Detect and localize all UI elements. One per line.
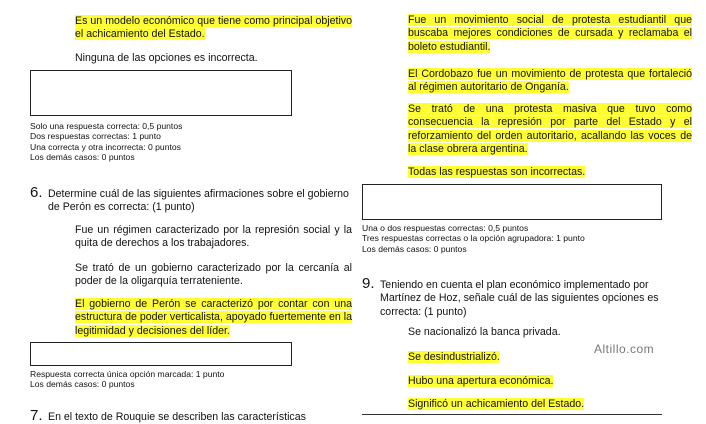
question-6-text: Determine cuál de las siguientes afirmaciones sobre el gobierno de Perón es correcta: (1 punto) bbox=[48, 188, 349, 214]
option-all-incorrect: Todas las respuestas son incorrectas. bbox=[408, 166, 586, 178]
answer-box-6[interactable] bbox=[30, 342, 292, 366]
q6-option-verticalist: El gobierno de Perón se caracterizó por contar con una estructura de poder verticalista, apoyado fuertemente en la legitimidad y decisiones del líder. bbox=[75, 298, 352, 337]
scoring-question-5: Solo una respuesta correcta: 0,5 puntos Dos respuestas correctas: 1 punto Una correcta y otra incorrecta: 0 puntos Los demás casos: 0 puntos bbox=[30, 121, 183, 162]
question-6-number: 6. bbox=[30, 184, 43, 201]
question-7-number: 7. bbox=[30, 407, 43, 424]
scoring-question-6: Respuesta correcta única opción marcada: 1 punto Los demás casos: 0 puntos bbox=[30, 369, 225, 390]
question-9-number: 9. bbox=[362, 275, 375, 292]
question-9-text: Teniendo en cuenta el plan económico implementado por Martínez de Hoz, señale cuál de las siguientes opciones es correcta: (1 punto) bbox=[380, 279, 659, 318]
option-cordobazo-ongania: El Cordobazo fue un movimiento de protesta que fortaleció al régimen autoritario de Onganía. bbox=[408, 68, 692, 94]
q9-option-nationalized-bank: Se nacionalizó la banca privada. bbox=[408, 326, 561, 338]
answer-box-9-top-edge bbox=[362, 414, 662, 415]
scoring-question-8: Una o dos respuestas correctas: 0,5 puntos Tres respuestas correctas o la opción agrupadora: 1 punto Los demás casos: 0 puntos bbox=[362, 223, 585, 254]
answer-box-5[interactable] bbox=[30, 70, 292, 116]
option-massive-protest: Se trató de una protesta masiva que tuvo como consecuencia la represión por parte del Estado y el reforzamiento del orden autoritario, acallando las voces de la clase obrera argentina. bbox=[408, 103, 692, 156]
option-student-protest: Fue un movimiento social de protesta estudiantil que buscaba mejores condiciones de cursada y reclamaba el boleto estudiantil. bbox=[408, 14, 692, 53]
q9-option-state-reduction: Significó un achicamiento del Estado. bbox=[408, 398, 585, 410]
q6-option-repression: Fue un régimen caracterizado por la represión social y la quita de derechos a los trabajadores. bbox=[75, 224, 352, 250]
option-economic-model: Es un modelo económico que tiene como principal objetivo el achicamiento del Estado. bbox=[75, 15, 352, 41]
q6-option-oligarchy: Se trató de un gobierno caracterizado por la cercanía al poder de la oligarquía terrateniente. bbox=[75, 262, 352, 288]
watermark: Altillo.com bbox=[594, 342, 655, 356]
question-7-text: En el texto de Rouquie se describen las características bbox=[48, 411, 306, 423]
q9-option-deindustrialized: Se desindustrializó. bbox=[408, 351, 500, 363]
answer-box-8[interactable] bbox=[362, 184, 662, 220]
q9-option-economic-opening: Hubo una apertura económica. bbox=[408, 375, 554, 387]
option-none-incorrect: Ninguna de las opciones es incorrecta. bbox=[75, 52, 258, 64]
